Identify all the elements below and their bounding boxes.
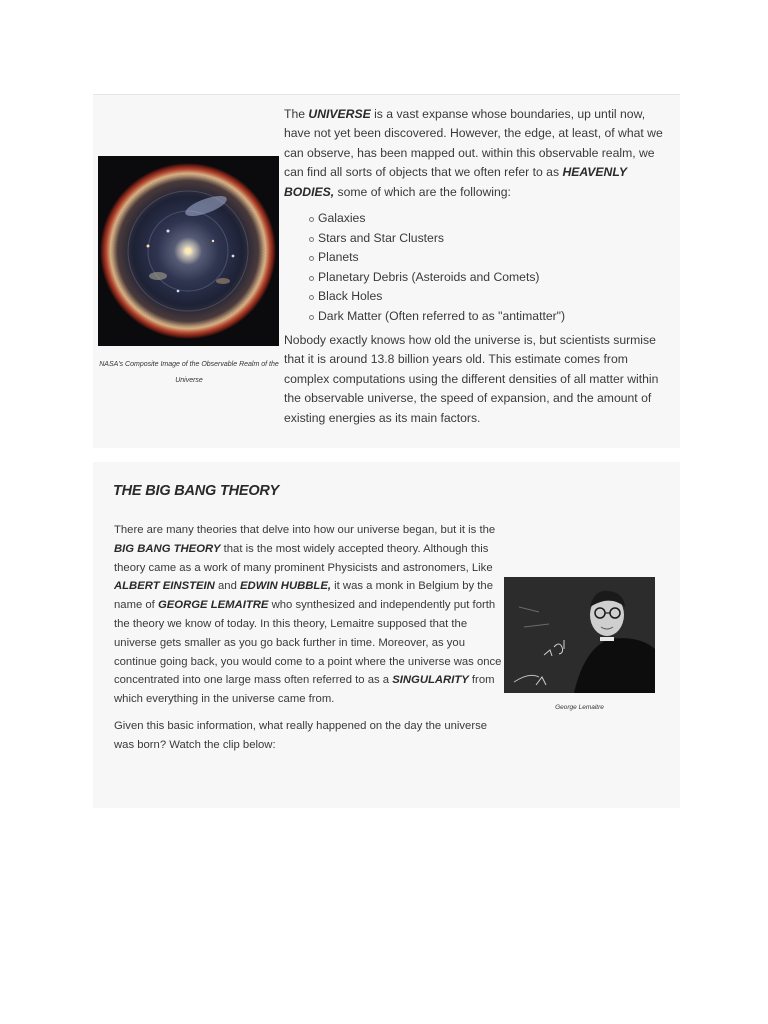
list-item: Stars and Star Clusters: [309, 229, 674, 249]
circle-bullet-icon: [309, 217, 314, 222]
universe-image-caption: NASA's Composite Image of the Observable Realm of the Universe: [99, 361, 279, 384]
clip-paragraph: Given this basic information, what really happened on the day the universe was born? Watch the clip below:: [114, 719, 488, 751]
heavenly-bodies-list: [284, 209, 674, 326]
circle-bullet-icon: [309, 276, 314, 281]
observable-universe-image: [98, 156, 279, 346]
universe-text: [284, 105, 674, 428]
circle-bullet-icon: [309, 295, 314, 300]
lemaitre-photo-illustration: [504, 577, 655, 693]
list-item: Black Holes: [309, 287, 674, 307]
universe-illustration: [98, 156, 279, 346]
circle-bullet-icon: [309, 256, 314, 261]
big-bang-section: [93, 462, 680, 808]
intro-paragraph: The UNIVERSE is a vast expanse whose boundaries, up until now, have not yet been discovered. However, the edge, at least, of what we can observe, has been mapped out. within this observable realm, we can find all sorts of objects that we often refer to as HEAVENLY BODIES, some of which are the following:: [284, 107, 663, 199]
big-bang-text: [114, 521, 506, 763]
list-item: Planetary Debris (Asteroids and Comets): [309, 268, 674, 288]
list-item: Planets: [309, 248, 674, 268]
universe-section: [93, 95, 680, 448]
theory-paragraph: There are many theories that delve into how our universe began, but it is the BIG BANG THEORY that is the most widely accepted theory. Although this theory came as a work of many prominent Physicists and astronomers, Like ALBERT EINSTEIN and EDWIN HUBBLE, it was a monk in Belgium by the name of GEORGE LEMAITRE who synthesized and independently put forth the theory we know of today. In this theory, Lemaitre supposed that the universe gets smaller as you go back further in time. Moreover, as you continue going back, you would come to a point where the universe was once concentrated into one large mass often referred to as a SINGULARITY from which everything in the universe came from.: [114, 524, 502, 706]
section-heading: THE BIG BANG THEORY: [113, 483, 279, 499]
list-item: Dark Matter (Often referred to as "antimatter"): [309, 307, 674, 327]
age-paragraph: Nobody exactly knows how old the universe is, but scientists surmise that it is around 13.8 billion years old. This estimate comes from complex computations using the different densities of all matter within the observable universe, the speed of expansion, and the amount of existing energies as its main factors.: [284, 333, 659, 425]
george-lemaitre-photo: [504, 577, 655, 693]
list-item: Galaxies: [309, 209, 674, 229]
circle-bullet-icon: [309, 237, 314, 242]
circle-bullet-icon: [309, 315, 314, 320]
lemaitre-caption: George Lemaitre: [555, 704, 604, 711]
